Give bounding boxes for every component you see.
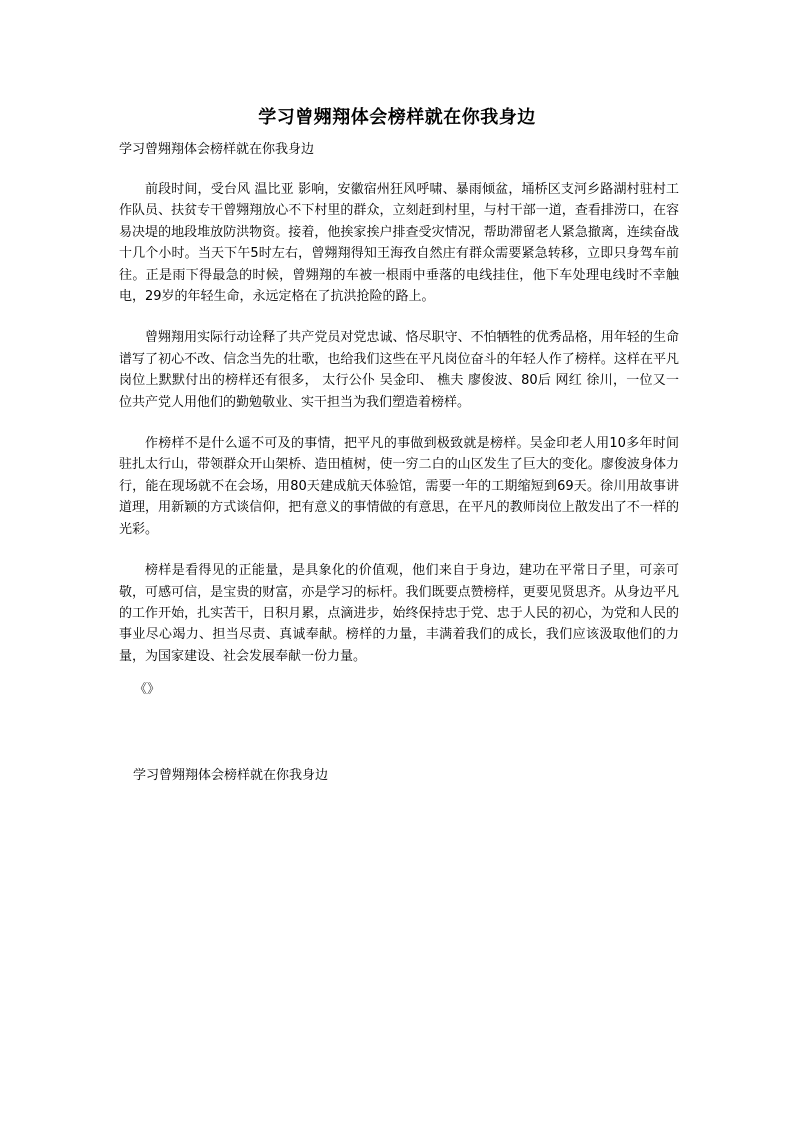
empty-book-title-marks: 《》 — [134, 682, 161, 697]
paragraph-4: 榜样是看得见的正能量，是具象化的价值观，他们来自于身边，建功在平常日子里，可亲可敬，可感可信，是宝贵的财富，亦是学习的标杆。我们既要点赞榜样，更要见贤思齐。从身边平凡的工作开始，扎实苦干，日积月累，点滴进步，始终保持忠于党、忠于人民的初心，为党和人民的事业尽心竭力、担当尽责、真诚奉献。榜样的力量，丰满着我们的成长，我们应该汲取他们的力量，为国家建设、社会发展奉献一份力量。 — [119, 563, 679, 664]
document-subtitle: 学习曾翙翔体会榜样就在你我身边 — [119, 142, 315, 157]
document-body — [119, 179, 679, 687]
paragraph-1: 前段时间，受台风 温比亚 影响，安徽宿州狂风呼啸、暴雨倾盆，埇桥区支河乡路湖村驻村工作队员、扶贫专干曾翙翔放心不下村里的群众，立刻赶到村里，与村干部一道，查看排涝口，在容易决堤的地段堆放防洪物资。接着，他挨家挨户排查受灾情况，帮助滞留老人紧急撤离，连续奋战十几个小时。当天下午5时左右，曾翙翔得知王海孜自然庄有群众需要紧急转移，立即只身驾车前往。正是雨下得最急的时候，曾翙翔的车被一根雨中垂落的电线挂住，他下车处理电线时不幸触电，29岁的年轻生命，永远定格在了抗洪抢险的路上。 — [119, 182, 679, 305]
paragraph-2: 曾翙翔用实际行动诠释了共产党员对党忠诚、恪尽职守、不怕牺牲的优秀品格，用年轻的生命谱写了初心不改、信念当先的壮歌，也给我们这些在平凡岗位奋斗的年轻人作了榜样。这样在平凡岗位上默默付出的榜样还有很多， 太行公仆 吴金印、 樵夫 廖俊波、80后 网红 徐川，一位又一位共产党人用他们的勤勉敬业、实干担当为我们塑造着榜样。 — [119, 330, 679, 410]
document-title: 学习曾翙翔体会榜样就在你我身边 — [258, 107, 536, 128]
footer-title: 学习曾翙翔体会榜样就在你我身边 — [133, 768, 329, 783]
paragraph-3: 作榜样不是什么遥不可及的事情，把平凡的事做到极致就是榜样。吴金印老人用10多年时间驻扎太行山，带领群众开山架桥、造田植树，使一穷二白的山区发生了巨大的变化。廖俊波身体力行，能在现场就不在会场，用80天建成航天体验馆，需要一年的工期缩短到69天。徐川用故事讲道理，用新颖的方式谈信仰，把有意义的事情做的有意思，在平凡的教师岗位上散发出了不一样的光彩。 — [119, 436, 679, 537]
